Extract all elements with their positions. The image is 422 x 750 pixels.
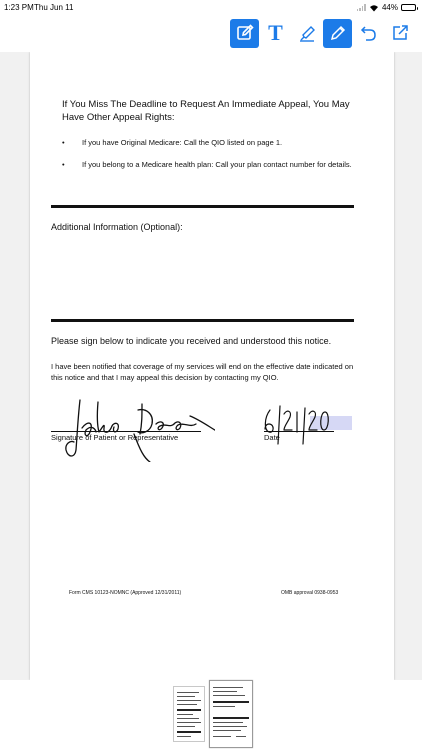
battery-icon xyxy=(401,4,416,11)
status-indicators xyxy=(357,3,416,12)
appeal-rights-list xyxy=(62,138,372,182)
export-button[interactable] xyxy=(385,19,414,48)
annotation-toolbar xyxy=(230,18,414,48)
undo-icon xyxy=(360,24,378,42)
appeal-rights-heading: If You Miss The Deadline to Request An Immediate Appeal, You May Have Other Appeal Rights: xyxy=(62,99,350,123)
pen-tool-button[interactable] xyxy=(323,19,352,48)
page-thumbnail-1[interactable] xyxy=(173,686,205,742)
signal-icon xyxy=(357,4,366,11)
list-item: • If you belong to a Medicare health plan: Call your plan contact number for details. xyxy=(62,160,352,169)
text-tool-button[interactable] xyxy=(261,19,290,48)
status-bar xyxy=(0,0,422,16)
list-item: • If you have Original Medicare: Call the QIO listed on page 1. xyxy=(62,138,283,147)
document-page[interactable] xyxy=(30,52,394,680)
notice-text: I have been notified that coverage of my services will end on the effective date indicated on this notice and that I may appeal this decision by contacting my QIO. xyxy=(51,362,354,382)
omb-approval: OMB approval 0938-0953 xyxy=(281,590,339,596)
page-thumbnail-2[interactable] xyxy=(209,680,253,748)
text-icon: T xyxy=(268,20,283,45)
battery-percent: 44% xyxy=(381,3,398,12)
highlighter-icon xyxy=(298,24,316,42)
section-divider xyxy=(51,319,354,322)
form-number: Form CMS 10123-NOMNC (Approved 12/31/2011) xyxy=(69,590,182,596)
edit-box-icon xyxy=(236,24,254,42)
wifi-icon xyxy=(369,4,379,12)
status-time: 1:23 PM xyxy=(4,3,34,12)
document-viewer[interactable] xyxy=(0,52,422,680)
undo-button[interactable] xyxy=(354,19,383,48)
handwritten-date[interactable] xyxy=(260,404,340,446)
sign-prompt: Please sign below to indicate you received and understood this notice. xyxy=(51,336,332,346)
pen-icon xyxy=(329,24,347,42)
select-tool-button[interactable] xyxy=(230,19,259,48)
page-thumbnail-strip xyxy=(0,680,422,750)
status-date: Thu Jun 11 xyxy=(34,3,74,12)
export-icon xyxy=(391,24,409,42)
handwritten-signature[interactable] xyxy=(50,392,215,462)
signature-label: Signature of Patient or Representative xyxy=(51,433,179,442)
highlighter-tool-button[interactable] xyxy=(292,19,321,48)
date-label: Date xyxy=(264,433,280,442)
section-divider xyxy=(51,205,354,208)
additional-info-label: Additional Information (Optional): xyxy=(51,222,183,232)
